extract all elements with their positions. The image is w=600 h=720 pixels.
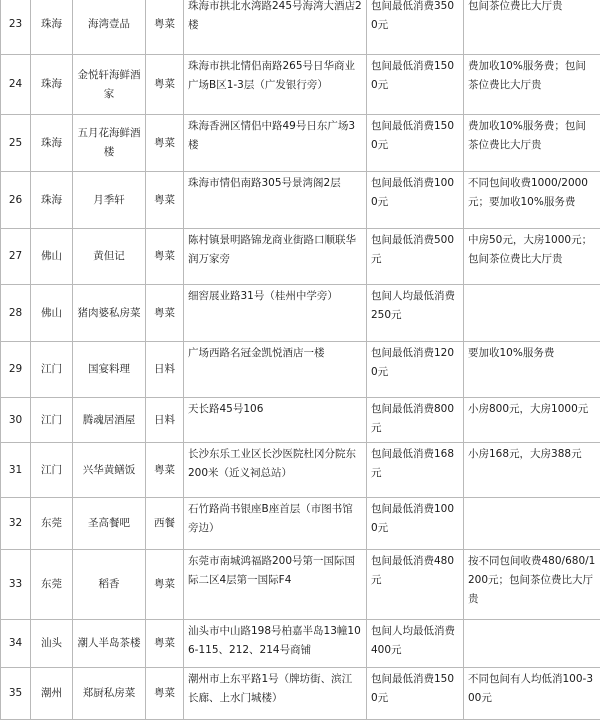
- restaurant-name-cell: 海湾壹品: [73, 0, 146, 55]
- table-row: [1, 443, 600, 498]
- note-cell: [464, 620, 600, 668]
- row-number: 33: [1, 550, 31, 620]
- table-row: [1, 620, 600, 668]
- address-cell: 广场西路名冠金凯悦酒店一楼: [184, 342, 367, 398]
- min-spend-cell: 包间最低消费800元: [367, 398, 464, 443]
- cuisine-cell: 日料: [146, 398, 184, 443]
- note-cell: 按不同包间收费480/680/1200元；包间茶位费比大厅贵: [464, 550, 600, 620]
- city-cell: 佛山: [31, 229, 73, 285]
- min-spend-cell: 包间最低消费1000元: [367, 498, 464, 550]
- row-number: 25: [1, 115, 31, 172]
- cuisine-cell: 西餐: [146, 498, 184, 550]
- restaurant-name-cell: 兴华黄鳝饭: [73, 443, 146, 498]
- note-cell: 中房50元，大房1000元；包间茶位费比大厅贵: [464, 229, 600, 285]
- cuisine-cell: 粤菜: [146, 668, 184, 720]
- address-cell: 潮州市上东平路1号（牌坊街、滨江长廊、上水门城楼）: [184, 668, 367, 720]
- cuisine-cell: 粤菜: [146, 285, 184, 342]
- table-row: [1, 668, 600, 720]
- note-cell: [464, 498, 600, 550]
- address-cell: 细窖展业路31号（桂州中学旁）: [184, 285, 367, 342]
- address-cell: 珠海市拱北情侣南路265号日华商业广场B区1-3层（广发银行旁）: [184, 55, 367, 115]
- cuisine-cell: 粤菜: [146, 620, 184, 668]
- table-body: [1, 0, 600, 720]
- note-cell: 不同包间收费1000/2000元；要加收10%服务费: [464, 172, 600, 229]
- min-spend-cell: 包间最低消费3500元: [367, 0, 464, 55]
- cuisine-cell: 粤菜: [146, 0, 184, 55]
- cuisine-cell: 日料: [146, 342, 184, 398]
- city-cell: 江门: [31, 342, 73, 398]
- min-spend-cell: 包间最低消费480元: [367, 550, 464, 620]
- restaurant-name-cell: 国宴料理: [73, 342, 146, 398]
- address-cell: 珠海香洲区情侣中路49号日东广场3楼: [184, 115, 367, 172]
- table-row: [1, 55, 600, 115]
- restaurant-name-cell: 潮人半岛茶楼: [73, 620, 146, 668]
- row-number: 26: [1, 172, 31, 229]
- min-spend-cell: 包间最低消费1000元: [367, 172, 464, 229]
- city-cell: 佛山: [31, 285, 73, 342]
- restaurant-name-cell: 稻香: [73, 550, 146, 620]
- city-cell: 珠海: [31, 172, 73, 229]
- city-cell: 珠海: [31, 55, 73, 115]
- table-row: [1, 115, 600, 172]
- row-number: 29: [1, 342, 31, 398]
- restaurant-name-cell: 黄但记: [73, 229, 146, 285]
- city-cell: 汕头: [31, 620, 73, 668]
- row-number: 24: [1, 55, 31, 115]
- row-number: 28: [1, 285, 31, 342]
- cuisine-cell: 粤菜: [146, 115, 184, 172]
- city-cell: 东莞: [31, 550, 73, 620]
- address-cell: 珠海市拱北水湾路245号海湾大酒店2楼: [184, 0, 367, 55]
- address-cell: 长沙东乐工业区长沙医院杜冈分院东200米（近义祠总站）: [184, 443, 367, 498]
- min-spend-cell: 包间人均最低消费250元: [367, 285, 464, 342]
- cuisine-cell: 粤菜: [146, 55, 184, 115]
- min-spend-cell: 包间最低消费1500元: [367, 115, 464, 172]
- table-row: [1, 498, 600, 550]
- address-cell: 珠海市情侣南路305号景湾阁2层: [184, 172, 367, 229]
- row-number: 31: [1, 443, 31, 498]
- note-cell: 费加收10%服务费；包间茶位费比大厅贵: [464, 55, 600, 115]
- row-number: 23: [1, 0, 31, 55]
- address-cell: 石竹路尚书银座B座首层（市图书馆旁边）: [184, 498, 367, 550]
- restaurant-name-cell: 腾魂居酒屋: [73, 398, 146, 443]
- city-cell: 江门: [31, 443, 73, 498]
- restaurant-name-cell: 猪肉婆私房菜: [73, 285, 146, 342]
- restaurant-name-cell: 圣高餐吧: [73, 498, 146, 550]
- restaurant-name-cell: 金悦轩海鲜酒家: [73, 55, 146, 115]
- min-spend-cell: 包间最低消费1500元: [367, 55, 464, 115]
- note-cell: 要加收10%服务费: [464, 342, 600, 398]
- table-row: [1, 285, 600, 342]
- city-cell: 珠海: [31, 115, 73, 172]
- cuisine-cell: 粤菜: [146, 443, 184, 498]
- table-row: [1, 0, 600, 55]
- restaurant-name-cell: 月季轩: [73, 172, 146, 229]
- address-cell: 汕头市中山路198号柏嘉半岛13幢106-115、212、214号商铺: [184, 620, 367, 668]
- row-number: 27: [1, 229, 31, 285]
- note-cell: [464, 285, 600, 342]
- note-cell: 包间茶位费比大厅贵: [464, 0, 600, 55]
- table-row: [1, 550, 600, 620]
- row-number: 35: [1, 668, 31, 720]
- min-spend-cell: 包间最低消费500元: [367, 229, 464, 285]
- table-row: [1, 342, 600, 398]
- note-cell: 小房800元，大房1000元: [464, 398, 600, 443]
- min-spend-cell: 包间最低消费1200元: [367, 342, 464, 398]
- address-cell: 东莞市南城鸿福路200号第一国际国际二区4层第一国际F4: [184, 550, 367, 620]
- table-row: [1, 172, 600, 229]
- address-cell: 天长路45号106: [184, 398, 367, 443]
- city-cell: 潮州: [31, 668, 73, 720]
- note-cell: 不同包间有人均低消100-300元: [464, 668, 600, 720]
- cuisine-cell: 粤菜: [146, 172, 184, 229]
- restaurant-name-cell: 五月花海鲜酒楼: [73, 115, 146, 172]
- min-spend-cell: 包间最低消费1500元: [367, 668, 464, 720]
- table-row: [1, 229, 600, 285]
- city-cell: 东莞: [31, 498, 73, 550]
- note-cell: 小房168元，大房388元: [464, 443, 600, 498]
- row-number: 30: [1, 398, 31, 443]
- restaurant-name-cell: 郑厨私房菜: [73, 668, 146, 720]
- note-cell: 费加收10%服务费；包间茶位费比大厅贵: [464, 115, 600, 172]
- table-row: [1, 398, 600, 443]
- address-cell: 陈村镇景明路锦龙商业街路口顺联华润万家旁: [184, 229, 367, 285]
- city-cell: 江门: [31, 398, 73, 443]
- row-number: 34: [1, 620, 31, 668]
- min-spend-cell: 包间最低消费168元: [367, 443, 464, 498]
- row-number: 32: [1, 498, 31, 550]
- cuisine-cell: 粤菜: [146, 550, 184, 620]
- city-cell: 珠海: [31, 0, 73, 55]
- cuisine-cell: 粤菜: [146, 229, 184, 285]
- min-spend-cell: 包间人均最低消费400元: [367, 620, 464, 668]
